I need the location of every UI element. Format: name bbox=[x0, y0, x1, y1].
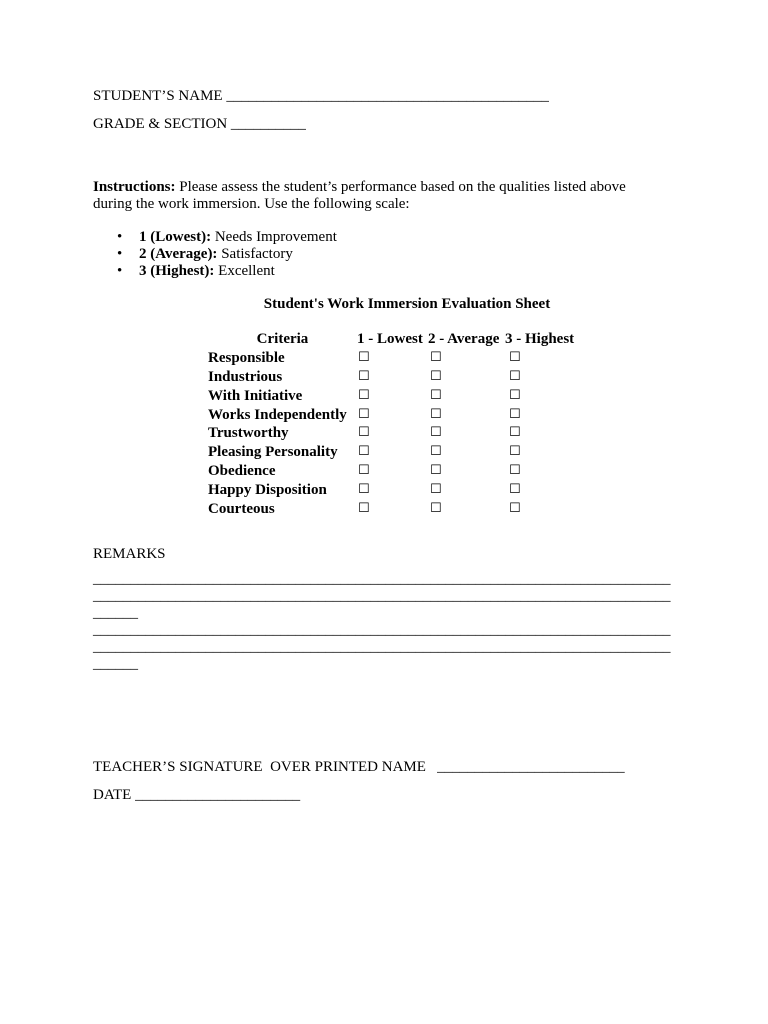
teacher-signature-field: TEACHER’S SIGNATURE OVER PRINTED NAME _________________________ bbox=[93, 759, 625, 775]
rating-checkbox-3: ☐ bbox=[509, 463, 521, 479]
rating-checkbox-1: ☐ bbox=[358, 425, 370, 441]
rating-checkbox-3: ☐ bbox=[509, 368, 521, 384]
rating-checkbox-2: ☐ bbox=[430, 425, 442, 441]
rating-checkbox-2: ☐ bbox=[430, 349, 442, 365]
rating-checkbox-1: ☐ bbox=[358, 349, 370, 365]
remarks-line: ______ bbox=[93, 656, 138, 673]
rating-checkbox-2: ☐ bbox=[430, 368, 442, 384]
remarks-line: _____________________________________________________________________________ bbox=[93, 622, 671, 639]
scale-item-label: 2 (Average): bbox=[139, 246, 218, 262]
evaluation-title: Student's Work Immersion Evaluation Sheet bbox=[263, 296, 551, 312]
scale-item-label: 3 (Highest): bbox=[139, 263, 215, 279]
criterion-label: With Initiative bbox=[208, 387, 303, 404]
column-header-average: 2 - Average bbox=[428, 331, 500, 347]
scale-item bbox=[139, 263, 337, 280]
scale-item-text: Needs Improvement bbox=[211, 229, 337, 245]
remarks-label: REMARKS bbox=[93, 546, 166, 562]
rating-checkbox-2: ☐ bbox=[430, 482, 442, 498]
evaluation-table bbox=[208, 330, 581, 519]
rating-checkbox-1: ☐ bbox=[358, 368, 370, 384]
rating-checkbox-1: ☐ bbox=[358, 387, 370, 403]
remarks-line: _____________________________________________________________________________ bbox=[93, 639, 671, 656]
grade-section-field: GRADE & SECTION __________ bbox=[93, 116, 306, 132]
rating-checkbox-2: ☐ bbox=[430, 463, 442, 479]
scale-item-label: 1 (Lowest): bbox=[139, 229, 212, 245]
rating-checkbox-3: ☐ bbox=[509, 444, 521, 460]
column-header-lowest: 1 - Lowest bbox=[357, 331, 423, 347]
rating-checkbox-1: ☐ bbox=[358, 482, 370, 498]
instructions-label: Instructions: bbox=[93, 179, 176, 195]
rating-checkbox-2: ☐ bbox=[430, 501, 442, 517]
scale-item bbox=[139, 246, 337, 263]
criterion-label: Trustworthy bbox=[208, 425, 289, 442]
remarks-lines bbox=[93, 571, 671, 674]
rating-checkbox-3: ☐ bbox=[509, 406, 521, 422]
rating-checkbox-2: ☐ bbox=[430, 406, 442, 422]
rating-checkbox-1: ☐ bbox=[358, 406, 370, 422]
remarks-line: _____________________________________________________________________________ bbox=[93, 588, 671, 605]
criterion-label: Happy Disposition bbox=[208, 482, 327, 499]
scale-item bbox=[139, 229, 337, 246]
column-header-criteria: Criteria bbox=[256, 331, 309, 347]
column-header-highest: 3 - Highest bbox=[505, 331, 575, 347]
scale-item-text: Satisfactory bbox=[217, 246, 293, 262]
rating-checkbox-1: ☐ bbox=[358, 501, 370, 517]
rating-checkbox-3: ☐ bbox=[509, 425, 521, 441]
rating-checkbox-3: ☐ bbox=[509, 501, 521, 517]
instructions-paragraph bbox=[93, 179, 663, 213]
student-name-field: STUDENT’S NAME ___________________________________________ bbox=[93, 88, 549, 104]
scale-item-text: Excellent bbox=[214, 263, 275, 279]
date-field: DATE ______________________ bbox=[93, 787, 301, 803]
criterion-label: Works Independently bbox=[208, 406, 347, 423]
rating-checkbox-3: ☐ bbox=[509, 349, 521, 365]
criterion-label: Pleasing Personality bbox=[208, 444, 338, 461]
rating-checkbox-2: ☐ bbox=[430, 444, 442, 460]
criterion-label: Responsible bbox=[208, 349, 285, 366]
rating-checkbox-3: ☐ bbox=[509, 387, 521, 403]
criterion-label: Obedience bbox=[208, 463, 276, 480]
rating-checkbox-1: ☐ bbox=[358, 463, 370, 479]
rating-checkbox-3: ☐ bbox=[509, 482, 521, 498]
instructions-text: Please assess the student’s performance based on the qualities listed above during the work immersion. Use the following scale: bbox=[93, 179, 626, 212]
remarks-line: _____________________________________________________________________________ bbox=[93, 571, 671, 587]
criterion-label: Industrious bbox=[208, 368, 283, 385]
remarks-line: ______ bbox=[93, 605, 138, 622]
rating-scale-list bbox=[139, 229, 337, 280]
rating-checkbox-1: ☐ bbox=[358, 444, 370, 460]
rating-checkbox-2: ☐ bbox=[430, 387, 442, 403]
criterion-label: Courteous bbox=[208, 501, 275, 518]
